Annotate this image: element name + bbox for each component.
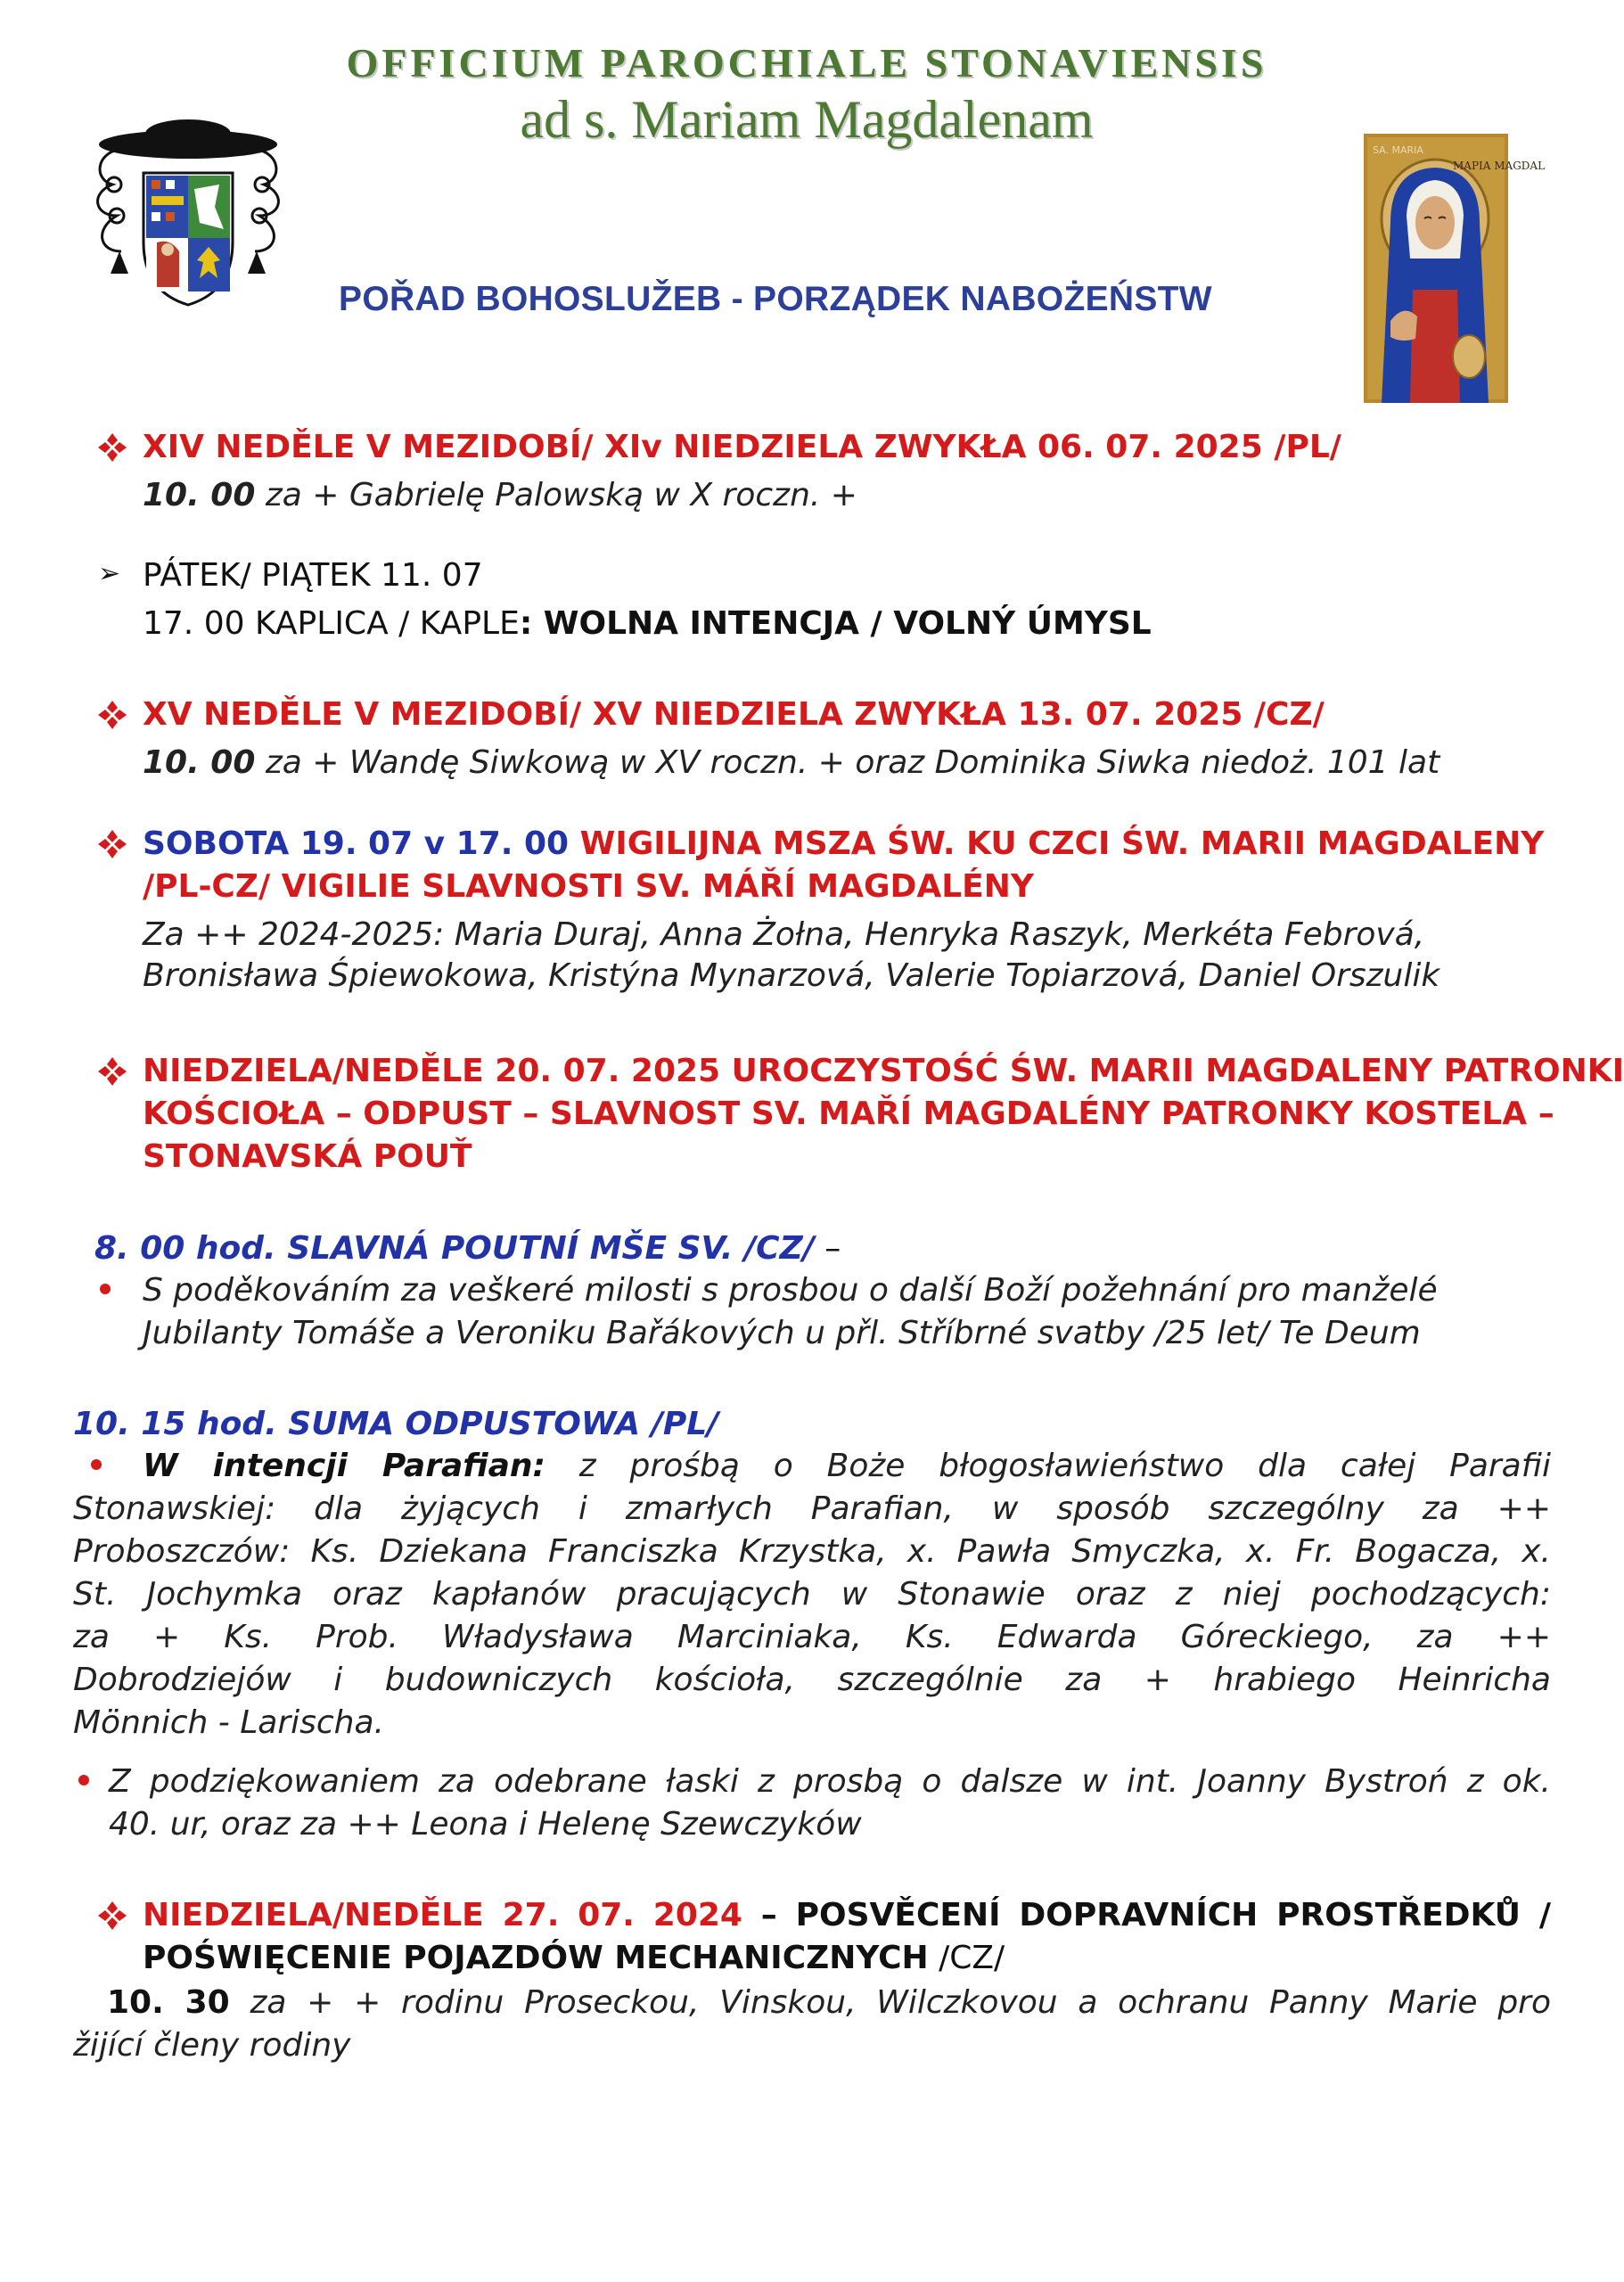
bullet-diamond-icon (96, 1900, 128, 1932)
vehicle-blessing-heading (143, 1895, 1551, 1936)
friday-time-place: 17. 00 KAPLICA / KAPLE (143, 605, 520, 642)
intention-text: za + Wandę Siwkową w XV roczn. + oraz Dominika Siwka niedoż. 101 lat (255, 744, 1440, 781)
arrow-bullet-icon: ➢ (98, 558, 121, 589)
pilgrim-mass-heading (94, 1228, 841, 1269)
thanksgiving-intention-line1: Z podziękowaniem za odebrane łaski z prosbą o dalsze w int. Joanny Bystroń z ok. (109, 1763, 1551, 1800)
saturday-vigil-heading (143, 824, 1544, 865)
friday-intention (143, 603, 1152, 644)
pilgrim-mass-intention-line2: Jubilanty Tomáše a Veroniku Bařákových u přl. Stříbrné svatby /25 let/ Te Deum (143, 1315, 1421, 1351)
bullet-diamond-icon (96, 699, 128, 731)
feast-heading-line1: NIEDZIELA/NEDĚLE 20. 07. 2025 UROCZYSTOŚĆ ŚW. MARII MAGDALENY PATRONKI (143, 1053, 1624, 1089)
friday-intention-text: : WOLNA INTENCJA / VOLNÝ ÚMYSL (519, 605, 1152, 642)
suma-intention-line3: Proboszczów: Ks. Dziekana Franciszka Krzystka, x. Pawła Smyczka, x. Fr. Bogacza, x. (73, 1533, 1551, 1570)
saturday-date-time: SOBOTA 19. 07 v 17. 00 (143, 825, 580, 862)
vehicle-blessing-title: – POSVĚCENÍ DOPRAVNÍCH PROSTŘEDKŮ / (742, 1897, 1551, 1933)
vigil-title-line2: /PL-CZ/ VIGILIE SLAVNOSTI SV. MÁŘÍ MAGDALÉNY (143, 868, 1034, 905)
vehicle-blessing-title-pl: POŚWIĘCENIE POJAZDÓW MECHANICZNYCH (143, 1940, 929, 1976)
bullet-diamond-icon (96, 431, 128, 464)
vehicle-blessing-lang: /CZ/ (928, 1940, 1005, 1976)
service-schedule-heading: POŘAD BOHOSLUŽEB - PORZĄDEK NABOŻEŃSTW (339, 280, 1212, 318)
suma-intention-lead: W intencji Parafian: (143, 1448, 545, 1484)
pilgrim-mass-dash: – (814, 1230, 841, 1267)
suma-intention-line6: Dobrodziejów i budowniczych kościoła, szczególnie za + hrabiego Heinricha (73, 1662, 1551, 1698)
suma-heading: 10. 15 hod. SUMA ODPUSTOWA /PL/ (73, 1406, 719, 1442)
sunday-xv-heading: XV NEDĚLE V MEZIDOBÍ/ XV NIEDZIELA ZWYKŁA 13. 07. 2025 /CZ/ (143, 696, 1325, 733)
suma-intention-line2: Stonawskiej: dla żyjących i zmarłych Parafian, w sposób szczególny za ++ (73, 1490, 1551, 1527)
suma-intention-rest: z prośbą o Boże błogosławieństwo dla całej Parafii (545, 1448, 1552, 1484)
sunday-xv-intention (143, 743, 1439, 784)
intention-text: za + + rodinu Proseckou, Vinskou, Wilczkovou a ochranu Panny Marie pro (229, 1984, 1551, 2021)
sunday-xiv-heading: XIV NEDĚLE V MEZIDOBÍ/ XIv NIEDZIELA ZWYKŁA 06. 07. 2025 /PL/ (143, 429, 1341, 465)
icon-label-right: MAPIA MAGDAL (1453, 160, 1546, 172)
pilgrim-mass-intention-line1: S poděkováním za veškeré milosti s prosbou o další Boží požehnání pro manželé (143, 1272, 1438, 1309)
bullet-dot-icon (91, 1459, 102, 1470)
feast-heading-line3: STONAVSKÁ POUŤ (143, 1138, 472, 1175)
saint-mary-magdalene-icon (1364, 134, 1546, 403)
vigil-intention-line2: Bronisława Śpiewokowa, Kristýna Mynarzová, Valerie Topiarzová, Daniel Orszulik (143, 957, 1440, 994)
friday-heading: PÁTEK/ PIĄTEK 11. 07 (143, 557, 483, 594)
suma-intention-line4: St. Jochymka oraz kapłanów pracujących w Stonawie oraz z niej pochodzących: (73, 1576, 1551, 1613)
bullet-diamond-icon (96, 1055, 128, 1088)
parish-subtitle: ad s. Mariam Magdalenam (520, 90, 1094, 149)
feast-heading-line2: KOŚCIOŁA – ODPUST – SLAVNOST SV. MAŘÍ MAGDALÉNY PATRONKY KOSTELA – (143, 1096, 1554, 1132)
vehicle-blessing-intention-line1 (107, 1982, 1551, 2023)
mass-time: 10. 00 (143, 744, 256, 781)
suma-intention-line1 (143, 1446, 1551, 1487)
vehicle-blessing-intention-line2: žijící členy rodiny (73, 2027, 351, 2064)
suma-intention-line7: Mönnich - Larischa. (73, 1704, 384, 1741)
mass-time: 10. 00 (143, 477, 256, 513)
pilgrim-mass-title: 8. 00 hod. SLAVNÁ POUTNÍ MŠE SV. /CZ/ (94, 1230, 815, 1267)
mass-time: 10. 30 (107, 1984, 230, 2021)
vehicle-blessing-heading-line2 (143, 1938, 1005, 1979)
vigil-intention-line1: Za ++ 2024-2025: Maria Duraj, Anna Żołna, Henryka Raszyk, Merkéta Febrová, (143, 916, 1425, 953)
coat-of-arms-icon (86, 118, 291, 318)
vehicle-blessing-date: NIEDZIELA/NEDĚLE 27. 07. 2024 (143, 1897, 742, 1933)
bullet-dot-icon (100, 1284, 111, 1294)
thanksgiving-intention-line2: 40. ur, oraz za ++ Leona i Helenę Szewczyków (109, 1806, 862, 1843)
icon-label-left: SA. MARIA (1373, 144, 1423, 156)
suma-intention-line5: za + Ks. Prob. Władysława Marciniaka, Ks. Edwarda Góreckiego, za ++ (73, 1619, 1551, 1655)
sunday-xiv-intention (143, 475, 857, 516)
parish-title: OFFICIUM PAROCHIALE STONAVIENSIS (346, 40, 1267, 86)
intention-text: za + Gabrielę Palowską w X roczn. + (255, 477, 857, 513)
bullet-dot-icon (78, 1775, 89, 1785)
bullet-diamond-icon (96, 828, 128, 860)
vigil-title: WIGILIJNA MSZA ŚW. KU CZCI ŚW. MARII MAGDALENY (579, 825, 1545, 862)
